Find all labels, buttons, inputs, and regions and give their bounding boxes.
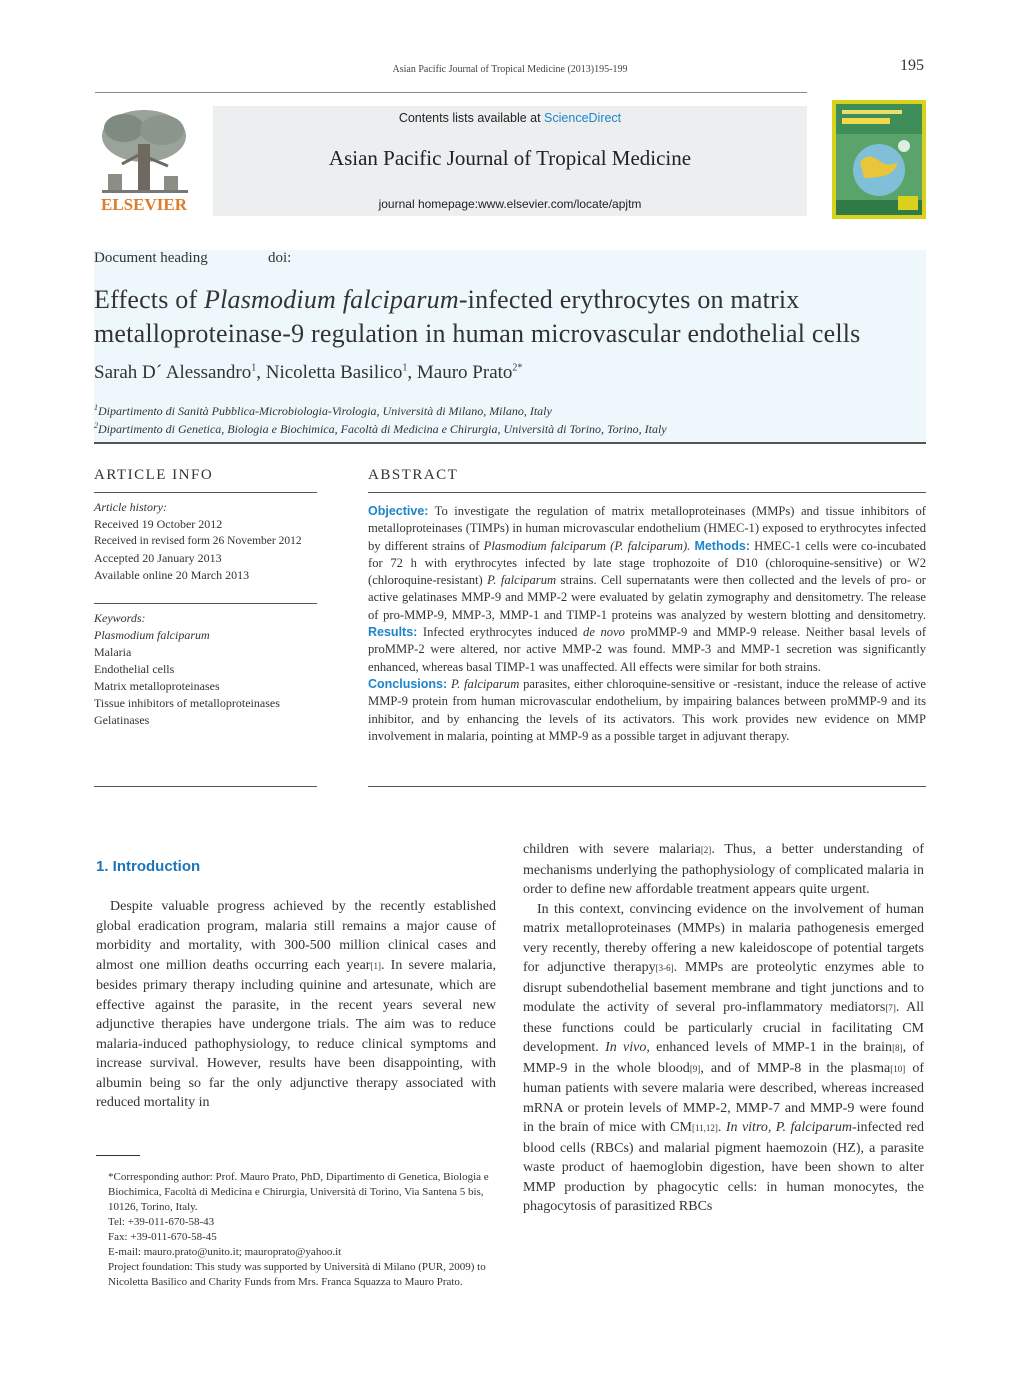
objective-text: To investigate the regulation of matrix metalloproteinases (MMPs) and tissue inhibitors of metalloproteinases (TIMPs) in human microvascular endothelium (HMEC-1) exposed to erythrocytes infected by different strains of	[368, 504, 926, 553]
text-run: of human patients with severe malaria were described, whereas increased mRNA or protein levels of MMP-2, MMP-7 and MMP-9 were found in the brain of mice with CM	[523, 1060, 924, 1135]
footnote-fax: Fax: +39-011-670-58-45	[108, 1231, 217, 1243]
elsevier-tree-icon	[94, 104, 194, 216]
affiliation-1	[94, 403, 552, 419]
author: Mauro Prato	[416, 362, 513, 383]
author: Nicoletta Basilico	[265, 362, 403, 383]
history-label: Article history:	[94, 500, 167, 514]
text-run: children with severe malaria	[523, 842, 701, 857]
italic-run: In vitro, P. falciparum	[725, 1120, 852, 1135]
article-info-heading: ARTICLE INFO	[94, 467, 214, 483]
author-affiliation-mark: 2*	[512, 362, 523, 374]
abstract-heading: ABSTRACT	[368, 467, 459, 483]
footnote-corresponding: *Corresponding author: Prof. Mauro Prato, PhD, Dipartimento di Genetica, Biologia e Biochimica, Facoltà di Medicina e Chirurgia, Università di Torino, Via Santena 5 bis, 10126, Torino, Italy.	[108, 1171, 489, 1213]
doi-label: doi:	[268, 250, 292, 266]
citation[interactable]: [3-6]	[655, 963, 674, 973]
affiliation-mark: 1	[94, 403, 98, 412]
contents-prefix: Contents lists available at	[398, 111, 545, 125]
body-column-right	[523, 840, 924, 1217]
citation[interactable]: [8]	[892, 1043, 903, 1053]
elsevier-wordmark: ELSEVIER	[101, 195, 187, 214]
keyword: Malaria	[94, 645, 132, 659]
author-affiliation-mark: 1	[251, 362, 257, 374]
citation[interactable]: [9]	[689, 1063, 701, 1074]
intro-paragraph-1b: . In severe malaria, besides primary therapy including quinine and artesunate, which are effective against the parasite, in the recent years several new adjunctive therapies have undergone trials. The aim was to reduce malaria-induced pathophysiology, to reduce clinical symptoms and increase survival. However, results have been disappointing, with albumin being so far the only adjunctive therapy associated with reduced mortality in	[96, 957, 496, 1110]
author-list	[94, 362, 522, 384]
text-run: . Thus, a better understanding of mechanisms underlying the pathophysiology of complicated malaria in order to define new affordable treatment appears quite urgent.	[523, 842, 924, 897]
author-separator: ,	[407, 362, 417, 383]
keyword: Gelatinases	[94, 713, 150, 727]
affiliation-mark: 2	[94, 421, 98, 430]
intro-paragraph-3	[523, 900, 924, 1217]
abstract-text	[368, 503, 926, 745]
history-item: Received in revised form 26 November 2012	[94, 535, 302, 547]
footnote-tel: Tel: +39-011-670-58-43	[108, 1216, 215, 1228]
text-run: , enhanced levels of MMP-1 in the brain	[646, 1040, 893, 1055]
history-rule	[94, 603, 317, 604]
conclusions-text: parasites, either chloroquine-sensitive or -resistant, induce the release of active MMP-9 protein from human microvascular endothelium, by impairing balances between proMMP-9 and its inhibitor, and by enhancing the levels of its activators. This work provides new evidence on MMP involvement in malaria, pointing at MMP-9 as a possible target in adjuvant therapy.	[368, 676, 927, 743]
text-run: .	[717, 1120, 726, 1135]
journal-homepage[interactable]: journal homepage:www.elsevier.com/locate/apjtm	[378, 197, 642, 211]
objective-species: Plasmodium falciparum (P. falciparum).	[483, 538, 691, 553]
journal-cover	[832, 100, 926, 219]
page-number: 195	[900, 57, 924, 74]
text-run: , and of MMP-8 in the plasma	[700, 1060, 891, 1076]
footnote-rule	[96, 1155, 140, 1156]
title-band-divider	[94, 442, 926, 444]
citation[interactable]: [11,12]	[691, 1123, 718, 1133]
keywords-label: Keywords:	[94, 611, 146, 625]
abstract-bottom-rule	[368, 786, 926, 787]
document-heading: Document heading	[94, 250, 208, 266]
affiliation-2	[94, 421, 667, 437]
methods-species: P. falciparum	[487, 573, 557, 588]
objective-label: Objective:	[368, 504, 429, 518]
author: Sarah D´ Alessandro	[94, 362, 252, 383]
methods-label: Methods:	[694, 538, 750, 553]
methods-text-2: strains. Cell supernatants were then collected and the levels of pro- or active gelatinases MMP-9 and MMP-2 were evaluated by gelatin zymography and densitometry. The release of pro-MMP-9, MMP-3, MMP-1 and TIMP-1 proteins was analyzed by western blotting and densitometry.	[368, 573, 926, 622]
title-species: Plasmodium falciparum	[204, 285, 459, 314]
article-history	[94, 499, 317, 584]
citation[interactable]: [1]	[370, 960, 381, 971]
methods-text: HMEC-1 cells were co-incubated for 72 h with erythrocytes infected by late stage trophozoite of D10 (chloroquine-sensitive) or W2 (chloroquine-resistant)	[368, 538, 926, 588]
sciencedirect-link[interactable]: ScienceDirect	[544, 111, 622, 125]
keywords-rule	[94, 786, 317, 787]
keywords	[94, 610, 317, 729]
title-part1: Effects of	[94, 285, 205, 314]
conclusions-species: P. falciparum	[451, 676, 520, 691]
text-run: In this context, convincing evidence on the involvement of human matrix metalloproteinases (MMPs) in malaria pathogenesis emerged very recently, thereby offering a new kaleidoscope of potential targets for adjunctive therapy	[523, 901, 924, 975]
keyword: Plasmodium falciparum	[94, 628, 210, 642]
results-italic: de novo	[583, 625, 625, 640]
results-label: Results:	[368, 625, 418, 640]
citation[interactable]: [7]	[885, 1003, 896, 1013]
intro-paragraph-1: Despite valuable progress achieved by the recently established global eradication program, malaria still remains a major cause of morbidity and mortality, with 300-500 million clinical cases and almost one million deaths occurring each year	[96, 899, 496, 973]
footnote-email[interactable]: E-mail: mauro.prato@unito.it; mauroprato@yahoo.it	[108, 1246, 342, 1258]
article-info-rule	[94, 492, 317, 493]
article-title	[94, 283, 930, 351]
title-part2: -infected erythrocytes on matrix metalloproteinase-9 regulation in human microvascular endothelial cells	[94, 285, 861, 348]
author-separator: ,	[256, 362, 266, 383]
text-run: . All these functions could be particularly crucial in facilitating CM development.	[523, 1000, 924, 1055]
journal-cover-image	[832, 100, 926, 219]
keyword: Tissue inhibitors of metalloproteinases	[94, 696, 280, 710]
body-column-left	[96, 897, 496, 1113]
section-heading-introduction: 1. Introduction	[96, 858, 201, 875]
keyword: Matrix metalloproteinases	[94, 679, 220, 693]
text-run: . MMPs are proteolytic enzymes able to disrupt subendothelial basement membrane and tight junctions and to modulate the activity of several pro-inflammatory mediators	[523, 960, 924, 1015]
abstract-rule	[368, 492, 926, 493]
history-item: Available online 20 March 2013	[94, 568, 250, 582]
citation[interactable]: [2]	[700, 845, 712, 855]
conclusions-label: Conclusions:	[368, 676, 448, 691]
journal-title: Asian Pacific Journal of Tropical Medicine	[328, 146, 692, 170]
intro-paragraph-2	[523, 840, 924, 900]
results-text-2: proMMP-9 and MMP-9 release. Neither basal levels of proMMP-2 were altered, nor active MMP-2 was found. MMP-3 and MMP-1 secretion was significantly enhanced, whereas basal TIMP-1 was unaffected. All effects were similar for both strains.	[368, 625, 927, 674]
author-affiliation-mark: 1	[402, 362, 408, 374]
keyword: Endothelial cells	[94, 662, 175, 676]
history-item: Accepted 20 January 2013	[94, 551, 222, 565]
affiliation-text: Dipartimento di Sanità Pubblica-Microbiologia-Virologia, Università di Milano, Milano, Italy	[98, 404, 552, 418]
results-text: Infected erythrocytes induced	[417, 625, 584, 640]
citation[interactable]: [10]	[890, 1063, 906, 1074]
footnotes	[94, 1170, 496, 1290]
elsevier-logo	[94, 104, 194, 216]
contents-line	[213, 111, 807, 125]
journal-masthead	[213, 106, 807, 216]
history-item: Received 19 October 2012	[94, 517, 223, 531]
footnote-foundation: Project foundation: This study was supported by Università di Milano (PUR, 2009) to Nicoletta Basilico and Charity Funds from Mrs. Franca Squazza to Mauro Prato.	[108, 1261, 486, 1288]
affiliation-text: Dipartimento di Genetica, Biologia e Biochimica, Facoltà di Medicina e Chirurgia, Università di Torino, Torino, Italy	[98, 422, 667, 436]
text-run: -infected red blood cells (RBCs) and malarial pigment haemozoin (HZ), a parasite waste product of haemoglobin digestion, have been shown to alter MMP production by phagocytic cells: in human monocytes, the phagocytosis of parasitized RBCs	[523, 1120, 925, 1214]
italic-run: In vivo	[605, 1040, 647, 1055]
text-run: , of MMP-9 in the whole blood	[523, 1040, 924, 1076]
header-divider	[95, 92, 807, 93]
running-header: Asian Pacific Journal of Tropical Medicine (2013)195-199	[392, 64, 628, 75]
